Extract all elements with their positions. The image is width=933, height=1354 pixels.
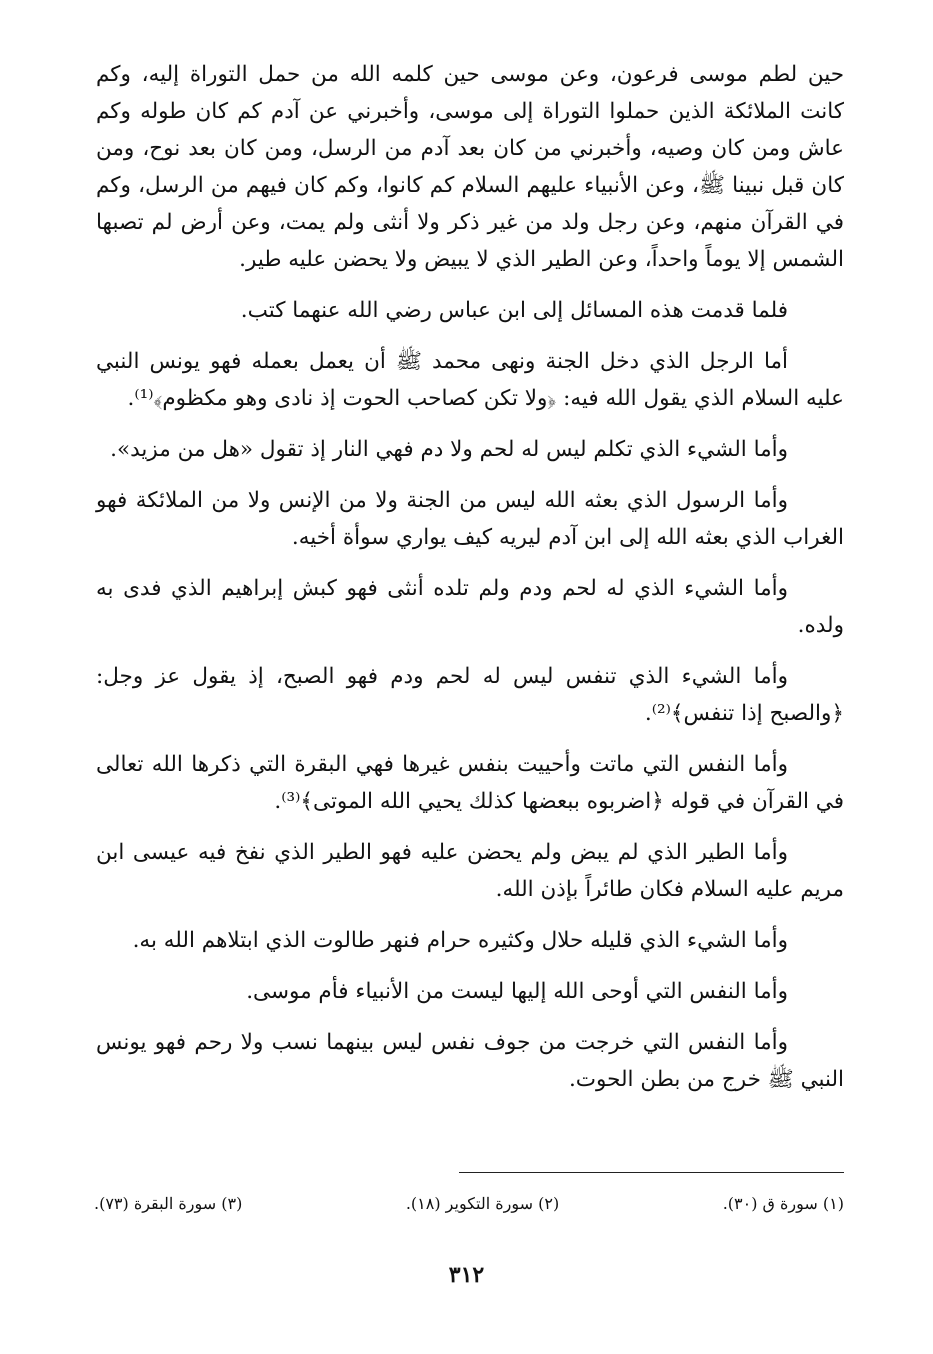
footnotes	[94, 1192, 844, 1216]
page-body	[96, 56, 844, 1196]
paragraph-ram: وأما الشيء الذي له لحم ودم ولم تلده أنثى فهو كبش إبراهيم الذي فدى به ولده.	[96, 576, 844, 638]
paragraph-bird: وأما الطير الذي لم يبض ولم يحضن عليه فهو الطير الذي نفخ فيه عيسى ابن مريم عليه السلام فكان طائراً بإذن الله.	[96, 840, 844, 902]
paragraph-cow: وأما النفس التي ماتت وأحييت بنفس غيرها فهي البقرة التي ذكرها الله تعالى في القرآن في قوله ﴿اضربوه ببعضها كذلك يحيي الله الموتى﴾⁽³⁾.	[96, 752, 844, 814]
paragraph-raven: وأما الرسول الذي بعثه الله ليس من الجنة ولا من الإنس ولا من الملائكة فهو الغراب الذي بعثه الله إلى ابن آدم ليريه كيف يواري سوأة أخيه.	[96, 488, 844, 550]
paragraph-river: وأما الشيء الذي قليله حلال وكثيره حرام فنهر طالوت الذي ابتلاهم الله به.	[132, 928, 788, 953]
paragraph-yunus: أما الرجل الذي دخل الجنة ونهى محمد ﷺ أن يعمل بعمله فهو يونس النبي عليه السلام الذي يقول الله فيه: ﴿ولا تكن كصاحب الحوت إذ نادى وهو مكظوم﴾⁽¹⁾.	[96, 349, 844, 411]
footnote-3: (٣) سورة البقرة (٧٣).	[94, 1194, 243, 1213]
paragraph-ibn-abbas-reply: فلما قدمت هذه المسائل إلى ابن عباس رضي الله عنهما كتب.	[240, 298, 788, 323]
footnote-divider	[459, 1172, 844, 1173]
paragraph-fire: وأما الشيء الذي تكلم ليس له لحم ولا دم فهي النار إذ تقول «هل من مزيد».	[110, 437, 788, 462]
page-number: ٣١٢	[448, 1262, 485, 1288]
footnote-1: (١) سورة ق (٣٠).	[722, 1194, 844, 1213]
paragraph-whale: وأما النفس التي خرجت من جوف نفس ليس بينهما نسب ولا رحم فهو يونس النبي ﷺ خرج من بطن الحوت.	[96, 1030, 844, 1092]
footnote-2: (٢) سورة التكوير (١٨).	[405, 1194, 560, 1213]
paragraph-dawn: وأما الشيء الذي تنفس ليس له لحم ودم فهو الصبح، إذ يقول عز وجل: ﴿والصبح إذا تنفس﴾⁽²⁾.	[96, 664, 844, 726]
paragraph-mother-of-musa: وأما النفس التي أوحى الله إليها ليست من الأنبياء فأم موسى.	[246, 979, 788, 1004]
paragraph-continuation: حين لطم موسى فرعون، وعن موسى حين كلمه الله من حمل التوراة إليه، وكم كانت الملائكة الذين حملوا التوراة إلى موسى، وأخبرني عن آدم كم كان طوله وكم عاش ومن كان وصيه، وأخبرني من كان بعد آدم من الرسل، ومن كان بعد نوح، ومن كان قبل نبينا ﷺ، وعن الأنبياء عليهم السلام كم كانوا، وكم كان فيهم من الرسل، وكم في القرآن منهم، وعن رجل ولد من غير ذكر ولا أنثى ولم يمت، وعن أرض لم تصبها الشمس إلا يوماً واحداً، وعن الطير الذي لا يبيض ولا يحضن عليه طير.	[96, 62, 844, 272]
